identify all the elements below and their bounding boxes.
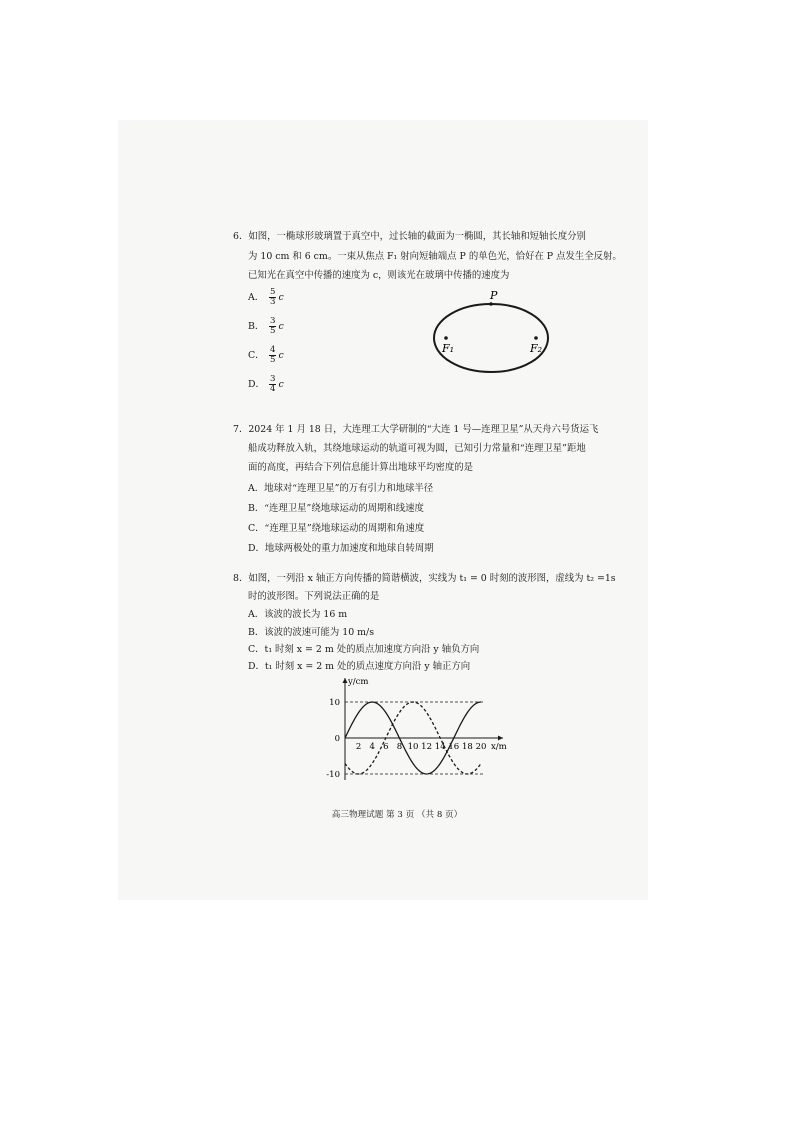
variable-c: c bbox=[278, 349, 284, 361]
numerator: 3 bbox=[270, 374, 276, 384]
fraction bbox=[269, 317, 276, 336]
denominator: 5 bbox=[270, 326, 276, 337]
option-label: B． bbox=[248, 320, 265, 332]
x-tick-label: 12 bbox=[421, 742, 433, 752]
y-axis-arrow bbox=[343, 678, 348, 683]
x-tick-label: 4 bbox=[369, 742, 375, 752]
y-tick-label: 10 bbox=[329, 698, 340, 708]
option-label: D． bbox=[248, 378, 265, 390]
q6-line-2: 为 10 cm 和 6 cm。一束从焦点 F₁ 射向短轴端点 P 的单色光，恰好在 P 点发生全反射。 bbox=[248, 251, 622, 262]
numerator: 5 bbox=[270, 287, 276, 297]
wave-chart bbox=[318, 674, 518, 784]
q8-option-a: A．该波的波长为 16 m bbox=[248, 609, 348, 620]
chart-axes bbox=[343, 678, 504, 780]
x-tick-label: 14 bbox=[434, 742, 446, 752]
ellipse-figure bbox=[420, 284, 570, 380]
q7-option-b: B．“连理卫星”绕地球运动的周期和线速度 bbox=[248, 503, 424, 514]
x-tick-label: 16 bbox=[448, 742, 460, 752]
point-p-dot bbox=[489, 302, 493, 306]
variable-c: c bbox=[278, 291, 284, 303]
q7-option-d: D．地球两极处的重力加速度和地球自转周期 bbox=[248, 543, 434, 554]
q7-line-2: 船成功释放入轨，其绕地球运动的轨道可视为圆，已知引力常量和“连理卫星”距地 bbox=[248, 443, 586, 454]
y-tick-label: -10 bbox=[326, 770, 340, 780]
denominator: 5 bbox=[270, 355, 276, 366]
q6-option-b bbox=[248, 317, 284, 336]
x-tick-label: 8 bbox=[396, 742, 403, 752]
q8-line-2: 时的波形图。下列说法正确的是 bbox=[248, 591, 380, 602]
q6-line-3: 已知光在真空中传播的速度为 c，则该光在玻璃中传播的速度为 bbox=[248, 270, 510, 281]
q7-option-a: A．地球对“连理卫星”的万有引力和地球半径 bbox=[248, 483, 434, 494]
option-label: A． bbox=[248, 291, 265, 303]
x-axis-label: x/m bbox=[491, 742, 507, 752]
x-tick-label: 10 bbox=[407, 742, 419, 752]
q8-line-1: 8．如图，一列沿 x 轴正方向传播的简谐横波，实线为 t₁ = 0 时刻的波形图，虚线为 t₂ =1s bbox=[233, 573, 616, 584]
x-tick-label: 20 bbox=[475, 742, 487, 752]
q7-line-1: 7．2024 年 1 月 18 日，大连理工大学研制的“大连 1 号—连理卫星”从天舟六号货运飞 bbox=[233, 424, 599, 435]
y-tick-label: 0 bbox=[334, 734, 340, 744]
focus1-dot bbox=[444, 336, 448, 340]
q6-line-1: 6．如图，一椭球形玻璃置于真空中，过长轴的截面为一椭圆，其长轴和短轴长度分别 bbox=[233, 231, 586, 242]
x-tick-label: 2 bbox=[355, 742, 362, 752]
denominator: 4 bbox=[270, 384, 276, 395]
q8-option-c: C．t₁ 时刻 x = 2 m 处的质点加速度方向沿 y 轴负方向 bbox=[248, 644, 480, 655]
focus2-label: F₂ bbox=[530, 342, 543, 355]
point-p-label: P bbox=[490, 289, 498, 302]
q8-option-d: D．t₁ 时刻 x = 2 m 处的质点速度方向沿 y 轴正方向 bbox=[248, 661, 471, 672]
option-label: C． bbox=[248, 349, 265, 361]
q6-option-d bbox=[248, 375, 284, 394]
variable-c: c bbox=[278, 320, 284, 332]
x-tick-label: 18 bbox=[461, 742, 473, 752]
q6-option-a bbox=[248, 288, 284, 307]
ellipse bbox=[434, 304, 548, 372]
y-axis-label: y/cm bbox=[348, 677, 369, 687]
fraction bbox=[269, 346, 276, 365]
numerator: 3 bbox=[270, 316, 276, 326]
q6-option-c bbox=[248, 346, 284, 365]
fraction bbox=[269, 288, 276, 307]
variable-c: c bbox=[278, 378, 284, 390]
q7-option-c: C．“连理卫星”绕地球运动的周期和角速度 bbox=[248, 523, 425, 534]
x-tick-label: 6 bbox=[383, 742, 389, 752]
x-axis-arrow bbox=[498, 736, 503, 741]
q7-line-3: 面的高度，再结合下列信息能计算出地球平均密度的是 bbox=[248, 462, 474, 473]
denominator: 3 bbox=[270, 297, 276, 308]
numerator: 4 bbox=[270, 345, 276, 355]
focus1-label: F₁ bbox=[442, 342, 455, 355]
page-footer: 高三物理试题 第 3 页 （共 8 页） bbox=[331, 810, 463, 820]
focus2-dot bbox=[534, 336, 538, 340]
fraction bbox=[269, 375, 276, 394]
q8-option-b: B．该波的波速可能为 10 m/s bbox=[248, 627, 375, 638]
